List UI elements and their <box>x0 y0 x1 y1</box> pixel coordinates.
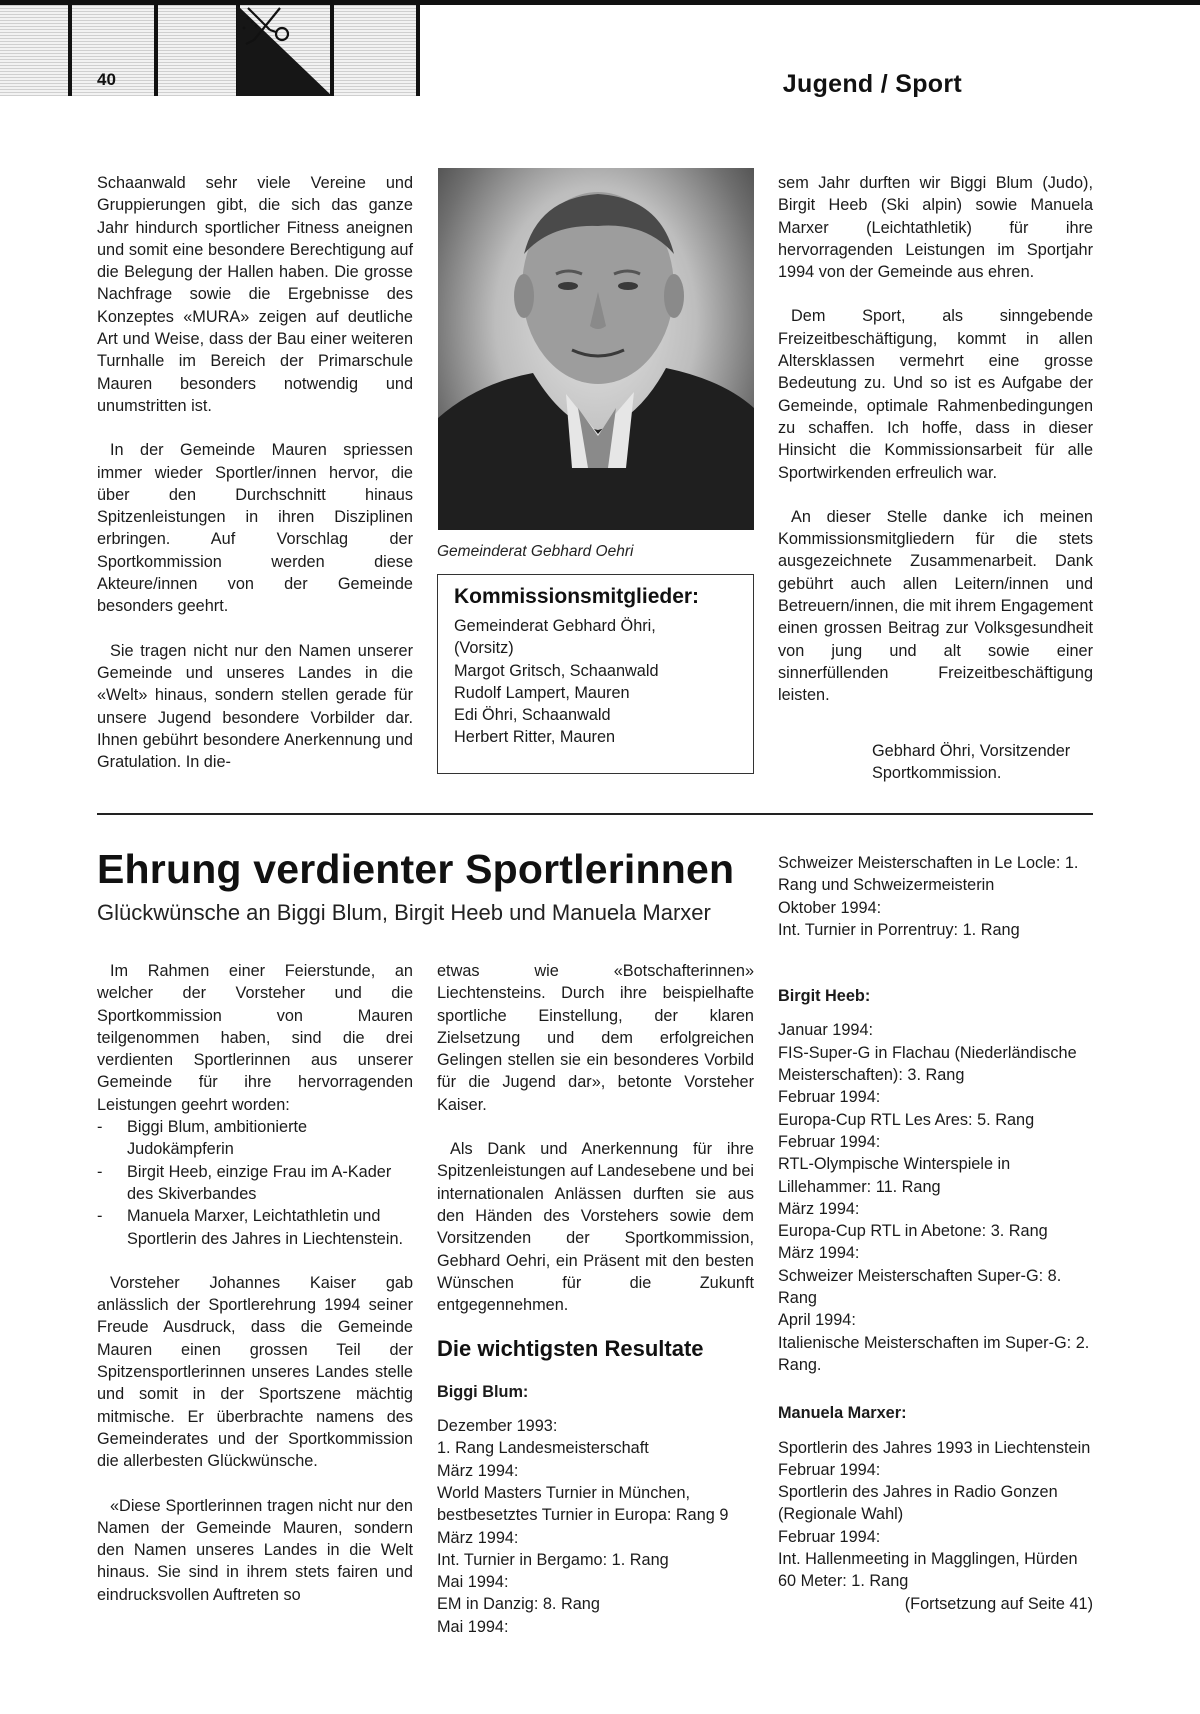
article-column-2 <box>437 960 754 1638</box>
result-line: März 1994: <box>778 1199 860 1218</box>
result-line: Europa-Cup RTL Les Ares: 5. Rang <box>778 1110 1035 1129</box>
result-line: Schweizer Meisterschaften in Le Locle: 1. Rang und Schweizermeisterin <box>778 854 1079 895</box>
result-line: Int. Turnier in Porrentruy: 1. Rang <box>778 920 1020 939</box>
result-line: Italienische Meisterschaften im Super-G: 2. Rang. <box>778 1333 1090 1374</box>
result-line: Dezember 1993: <box>437 1417 558 1436</box>
signature-line: Gebhard Öhri, Vorsitzender <box>872 742 1071 760</box>
signature-line: Sportkommission. <box>872 764 1002 783</box>
result-line: RTL-Olympische Winterspiele in Lillehammer: 11. Rang <box>778 1155 1011 1196</box>
members-box <box>437 574 754 774</box>
header-top-rule <box>0 0 1200 5</box>
page-header <box>0 0 1200 96</box>
results-list <box>437 1415 754 1638</box>
list-item: - Manuela Marxer, Leichtathletin und Sportlerin des Jahres in Liechtenstein. <box>97 1205 413 1250</box>
result-line: Februar 1994: <box>778 1088 881 1107</box>
athlete-heading: Biggi Blum: <box>437 1382 529 1401</box>
result-line: März 1994: <box>437 1528 519 1547</box>
header-bar <box>68 0 72 96</box>
result-line: Sportlerin des Jahres in Radio Gonzen (Regionale Wahl) <box>778 1483 1058 1524</box>
paragraph: Sie tragen nicht nur den Namen unserer Gemeinde und unseres Landes in die «Welt» hinaus, sondern stellen gerade für unsere Jugend besondere Vorbilder dar. Ihnen gebührt besondere Anerkennung und Gratulation. In die- <box>97 641 413 772</box>
athlete-heading: Manuela Marxer: <box>778 1404 907 1423</box>
result-line: Sportlerin des Jahres 1993 in Liechtenstein <box>778 1438 1091 1457</box>
paragraph: Schaanwald sehr viele Vereine und Gruppierungen gibt, die sich das ganze Jahr hindurch sportlicher Fitness aneignen und somit eine besondere Berechtigung auf die Belegung der Hallen haben. Die grosse Nachfrage sowie die Ergebnisse des Konzeptes «MURA» zeigen auf deutliche Art und Weise, dass der Bau einer weiteren Turnhalle im Bereich der Primarschule Mauren besonders notwendig und unumstritten ist. <box>97 174 413 415</box>
result-line: Mai 1994: <box>437 1617 509 1636</box>
paragraph: Als Dank und Anerkennung für ihre Spitzenleistungen auf Landesebene und bei internationalen Anlässen durften sie aus den Händen des Vorstehers sowie dem Vorsitzenden der Sportkommission, Gebhard Oehri, ein Präsent mit den besten Wünschen für die Zukunft entgegennehmen. <box>437 1140 754 1315</box>
paragraph: An dieser Stelle danke ich meinen Kommissionsmitgliedern für die stets ausgezeichnete Zusammenarbeit. Dank gebührt auch allen Leitern/innen und Betreuern/innen, die mit ihrem Engagement einen grossen Beitrag zur Volksgesundheit von jung und alt sowie einer sinnerfüllenden Freizeitbeschäftigung leisten. <box>778 507 1093 705</box>
result-line: Mai 1994: <box>437 1573 509 1592</box>
result-line: Februar 1994: <box>778 1460 881 1479</box>
result-line: Februar 1994: <box>778 1132 881 1151</box>
paragraph: etwas wie «Botschafterinnen» Liechtensteins. Durch ihre beispielhafte sportliche Einstellung, der klaren Zielsetzung und dem erfolgreichen Gelingen stellen sie ein besonderes Vorbild für die Jugend dar», betonte Vorsteher Kaiser. <box>437 962 754 1114</box>
sport-emblem-icon <box>240 4 304 54</box>
result-line: Oktober 1994: <box>778 898 882 917</box>
result-line: EM in Danzig: 8. Rang <box>437 1595 600 1614</box>
results-heading: Die wichtigsten Resultate <box>437 1336 704 1362</box>
paragraph: Vorsteher Johannes Kaiser gab anlässlich der Sportlerehrung 1994 seiner Freude Ausdruck, dass die Gemeinde Mauren einen grossen Teil der Spitzensportlerinnen unseres Landes stelle und somit in der Sportszene mächtig mitmische. Er überbrachte namens des Gemeinderates und der Sportkommission die allerbesten Glückwünsche. <box>97 1273 413 1471</box>
members-title: Kommissionsmitglieder: <box>454 585 700 608</box>
paragraph: Im Rahmen einer Feierstunde, an welcher der Vorsteher und die Sportkommission von Mauren teilgenommen haben, sind die drei verdienten Sportlerinnen aus unserer Gemeinde für ihre hervorragenden Leistungen geehrt worden: <box>97 962 413 1114</box>
top-right-column <box>778 172 1093 729</box>
member-line: Herbert Ritter, Mauren <box>454 728 616 747</box>
photo-caption: Gemeinderat Gebhard Oehri <box>437 543 634 560</box>
results-list <box>778 852 1093 941</box>
result-line: März 1994: <box>437 1461 519 1480</box>
member-line: Gemeinderat Gebhard Öhri, <box>454 617 656 635</box>
page-number: 40 <box>97 70 116 89</box>
portrait-photo <box>438 168 754 530</box>
result-line: Europa-Cup RTL in Abetone: 3. Rang <box>778 1222 1048 1241</box>
result-line: FIS-Super-G in Flachau (Niederländische Meisterschaften): 3. Rang <box>778 1043 1077 1085</box>
result-line: März 1994: <box>778 1244 860 1263</box>
list-item: - Birgit Heeb, einzige Frau im A-Kader des Skiverbandes <box>97 1161 413 1206</box>
result-line: 1. Rang Landesmeisterschaft <box>437 1439 649 1458</box>
results-list <box>778 1019 1093 1376</box>
section-divider <box>97 813 1093 815</box>
result-line: Januar 1994: <box>778 1021 874 1040</box>
result-line: World Masters Turnier in München, bestbesetztes Turnier in Europa: Rang 9 <box>437 1483 729 1525</box>
honoree-list <box>97 1116 413 1250</box>
list-item: - Biggi Blum, ambitionierte Judokämpferin <box>97 1116 413 1161</box>
result-line: Int. Turnier in Bergamo: 1. Rang <box>437 1550 669 1569</box>
member-line: Edi Öhri, Schaanwald <box>454 706 611 725</box>
header-bar <box>416 0 420 96</box>
article-headline: Ehrung verdienter Sportlerinnen <box>97 846 735 892</box>
paragraph: sem Jahr durften wir Biggi Blum (Judo), Birgit Heeb (Ski alpin) sowie Manuela Marxer (Leichtathletik) für ihre hervorragenden Leistungen im Sportjahr 1994 von der Gemeinde aus ehren. <box>778 174 1093 282</box>
athlete-heading: Birgit Heeb: <box>778 987 871 1006</box>
signature <box>872 740 1070 785</box>
paragraph: Dem Sport, als sinngebende Freizeitbeschäftigung, kommt in allen Altersklassen vermehrt eine grosse Bedeutung zu. Und so ist es Aufgabe der Gemeinde, optimale Rahmenbedingungen zu schaffen. Ich hoffe, dass in dieser Hinsicht die Kommissionsarbeit für alle Sportwirkenden erfreulich war. <box>778 307 1093 482</box>
paragraph: In der Gemeinde Mauren spriessen immer wieder Sportler/innen hervor, die über den Durchschnitt hinaus Spitzenleistungen in ihren Disziplinen erbringen. Auf Vorschlag der Sportkommission werden diese Akteure/innen von der Gemeinde besonders geehrt. <box>97 441 413 616</box>
result-line: Februar 1994: <box>778 1527 881 1546</box>
continuation-note: (Fortsetzung auf Seite 41) <box>904 1594 1093 1613</box>
results-list <box>778 1437 1093 1615</box>
top-left-column <box>97 172 413 795</box>
result-line: Schweizer Meisterschaften Super-G: 8. Rang <box>778 1266 1062 1308</box>
portrait-illustration <box>438 168 754 530</box>
result-line: Int. Hallenmeeting in Magglingen, Hürden 60 Meter: 1. Rang <box>778 1550 1078 1591</box>
member-line: (Vorsitz) <box>454 639 514 658</box>
member-line: Rudolf Lampert, Mauren <box>454 683 630 702</box>
result-line: April 1994: <box>778 1311 856 1330</box>
article-column-1 <box>97 960 413 1628</box>
paragraph: «Diese Sportlerinnen tragen nicht nur den Namen der Gemeinde Mauren, sondern den Namen unseres Landes in die Welt hinaus. Sie sind in ihrem stets fairen und eindrucksvollen Auftreten so <box>97 1496 413 1604</box>
header-bar <box>154 0 158 96</box>
member-line: Margot Gritsch, Schaanwald <box>454 661 659 680</box>
article-column-3 <box>778 852 1093 1615</box>
article-subheadline: Glückwünsche an Biggi Blum, Birgit Heeb und Manuela Marxer <box>97 900 711 925</box>
header-pattern <box>0 0 420 96</box>
section-title: Jugend / Sport <box>782 70 962 98</box>
